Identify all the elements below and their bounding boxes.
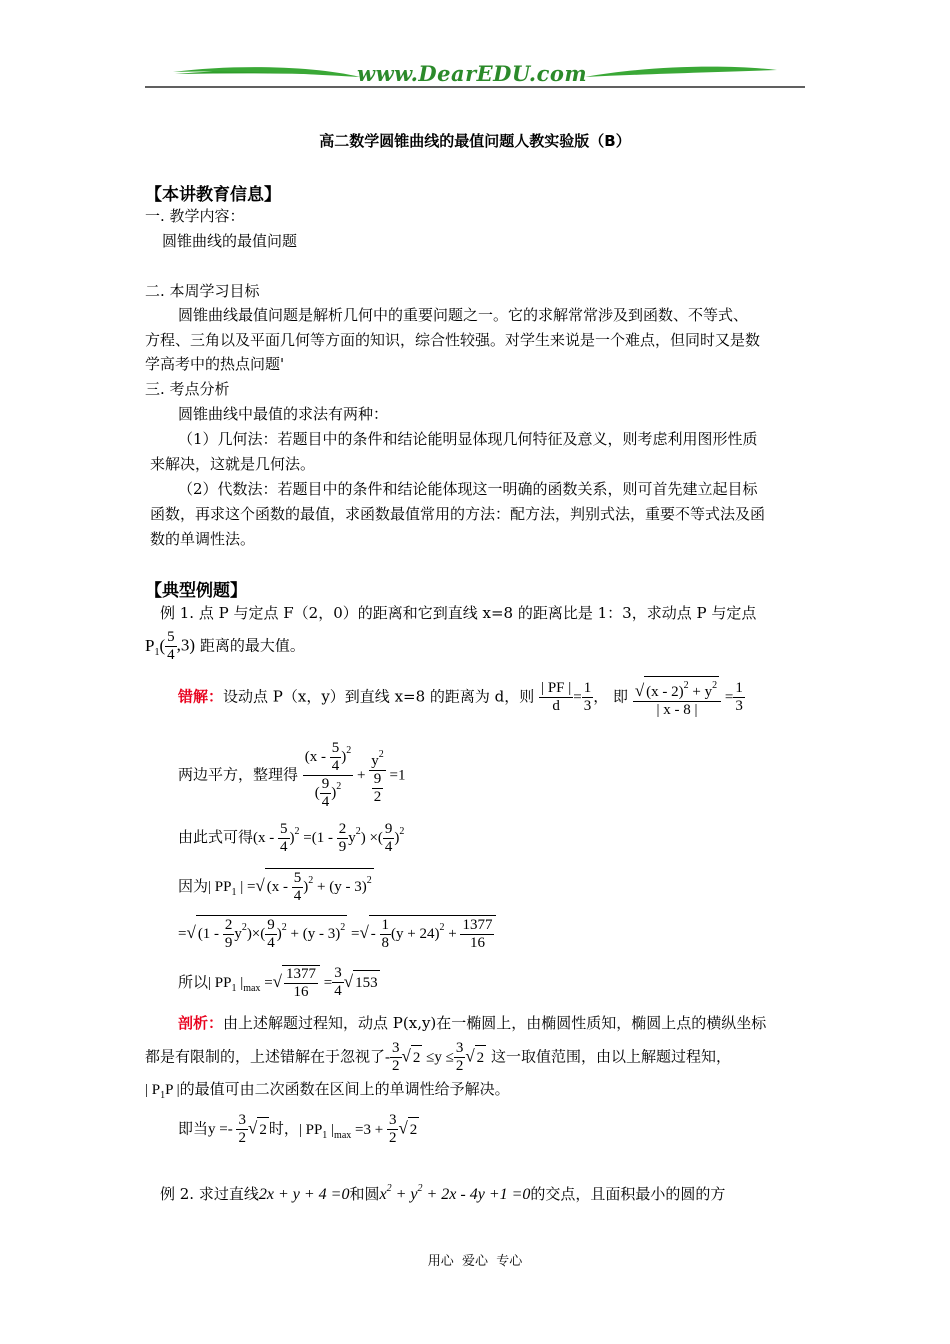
- header-banner: [145, 60, 805, 92]
- because-line: 因为| $PP_1$ | =√ (x - $\frac{5}{4}$ )$^2$ + (y - 3)$^2$: [178, 868, 374, 905]
- point-p1: $P_1$(: [145, 635, 166, 658]
- so-line: 所以| $PP_1$ $|_{max}$ =√ $\frac{1377}{16}$ = $\frac{3}{4}$ √ 153: [178, 965, 378, 1000]
- heading-2: 二. 本周学习目标: [145, 282, 260, 300]
- para-5c: 数的单调性法。: [150, 530, 256, 548]
- para-3: 圆锥曲线中最值的求法有两种：: [178, 405, 389, 423]
- para-2c: 学高考中的热点问题': [145, 355, 285, 373]
- heading-1: 一. 教学内容：: [145, 207, 245, 225]
- analysis-line3: | $P_1P$ |的最值可由二次函数在区间上的单调性给予解决。: [145, 1080, 510, 1101]
- square-line: 两边平方，整理得 (x - $\frac{5}{4}$ )$^2$ ( $\frac{9}{4}$ )$^2$ + $\frac{y^2}{\frac{9}{2}}$ =1: [178, 740, 406, 810]
- derive-line: 由此式可得(x - $\frac{5}{4}$ )$^2$ =(1 - $\frac{2}{9}$ $y^2$) ×( $\frac{9}{4}$ )$^2$: [178, 820, 405, 855]
- when-line: 即当y =- $\frac{3}{2}$ √ 2 时，| $PP_1$ $|_{max} =3$ + $\frac{3}{2}$ √ 2: [178, 1112, 418, 1146]
- document-title: 高二数学圆锥曲线的最值问题人教实验版（B）: [319, 132, 631, 150]
- example1-line1: 例 1. 点 P 与定点 F（2，0）的距离和它到直线 x=8 的距离比是 1：3，求动点 P 与定点: [160, 604, 757, 622]
- heading-3: 三. 考点分析: [145, 380, 230, 398]
- page-footer: 用心 爱心 专心: [427, 1254, 523, 1269]
- para-2a: 圆锥曲线最值问题是解析几何中的重要问题之一。它的求解常常涉及到函数、不等式、: [178, 306, 749, 324]
- wrong-solution-line: 错解：设动点 P（x，y）到直线 x=8 的距离为 d，则 $\frac{| PF |}{d}$ = $\frac{1}{3}$ ， 即 $\frac{√ (x - 2)^2 + y^2}{| x - 8 |}$ = $\frac{1}{3}$: [178, 676, 745, 719]
- para-5a: （2）代数法：若题目中的条件和结论能体现这一明确的函数关系，则可首先建立起目标: [178, 480, 758, 498]
- site-name: www.DearEDU.com: [357, 61, 588, 86]
- para-2b: 方程、三角以及平面几何等方面的知识，综合性较强。对学生来说是一个难点，但同时又是数: [145, 331, 761, 349]
- analysis-line2: 都是有限制的，上述错解在于忽视了- $\frac{3}{2}$ √ 2 ≤y ≤ $\frac{3}{2}$ √ 2 这一取值范围，由以上解题过程知，: [145, 1040, 731, 1074]
- section-info-heading: 【本讲教育信息】: [145, 185, 281, 205]
- equals-line: =√ (1 - $\frac{2}{9}$ $y^2)\times$( $\frac{9}{4}$ )$^2$ + (y - 3)$^2$ =√ - $\frac{1}{8}$ $(y + 24)^2$ + $\frac{1377}{16}$: [178, 915, 496, 952]
- analysis-line1: 剖析：由上述解题过程知，动点 P(x,y)在一椭圆上，由椭圆性质知，椭圆上点的横纵坐标: [178, 1014, 767, 1032]
- section-examples-heading: 【典型例题】: [145, 581, 247, 601]
- para-4a: （1）几何法：若题目中的条件和结论能明显体现几何特征及意义，则考虑利用图形性质: [178, 430, 758, 448]
- para-1: 圆锥曲线的最值问题: [162, 232, 298, 250]
- para-5b: 函数，再求这个函数的最值，求函数最值常用的方法：配方法，判别式法，重要不等式法及函: [150, 505, 766, 523]
- example2-line: 例 2. 求过直线2x + y + 4 =0和圆$x^2 + y^2 + 2x - 4y +1 =0$的交点，且面积最小的圆的方: [160, 1183, 726, 1203]
- para-4b: 来解决，这就是几何法。: [150, 455, 316, 473]
- example1-line2: $P_1$( $\frac{5}{4}$ ,3) 距离的最大值。: [145, 629, 305, 663]
